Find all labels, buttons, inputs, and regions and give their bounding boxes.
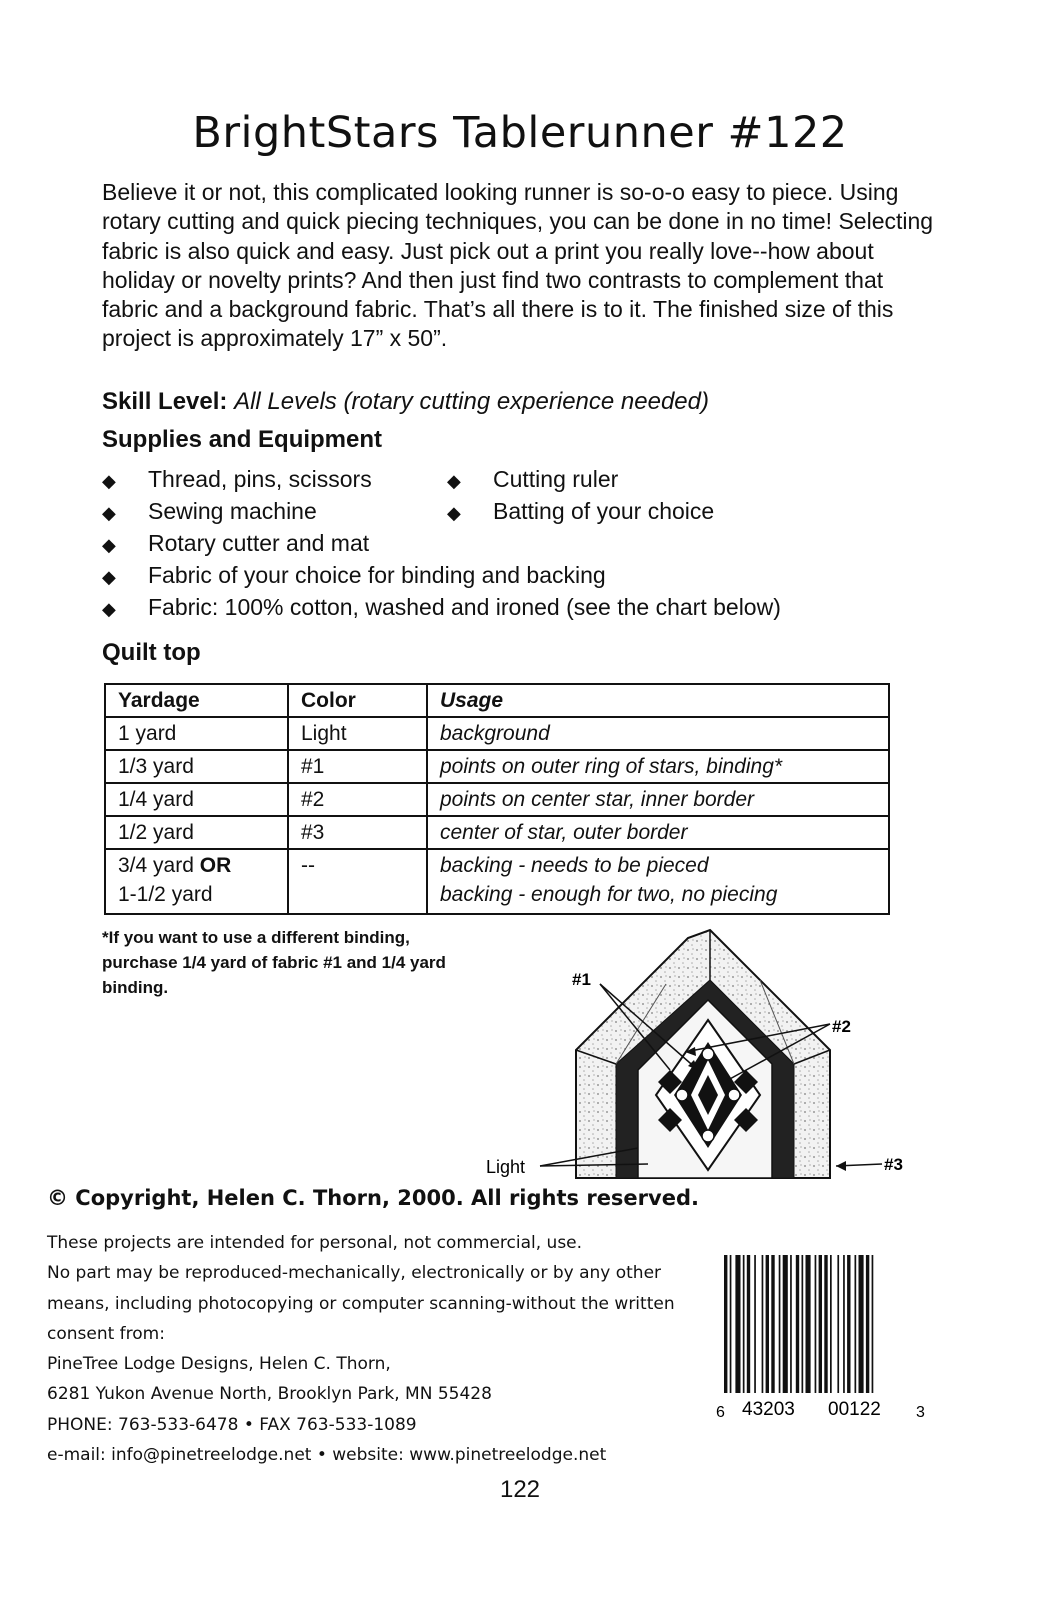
- barcode-bar: [779, 1255, 781, 1395]
- yardage-cell: 1 yard: [105, 717, 288, 750]
- tablerunner-diagram: [470, 920, 920, 1190]
- barcode-digits-1: 43203: [742, 1399, 795, 1420]
- color-cell: #3: [288, 816, 427, 849]
- barcode-bar: [762, 1255, 764, 1395]
- usage-cell: background: [427, 717, 889, 750]
- column-header-color: Color: [288, 684, 427, 717]
- label-1: #1: [572, 970, 591, 989]
- supply-item: ◆ Batting of your choice: [447, 498, 715, 524]
- intro-paragraph: Believe it or not, this complicated looking runner is so-o-o easy to piece. Using rotary cutting and quick piecing techniques, you can be done in no time! Selecting fabric is also quick and easy. Just pick out a print you really love--how about holiday or novelty prints? And then just find two contrasts to complement that fabric and a background fabric. That’s all there is to it. The finished size of this project is approximately 17” x 50”.: [102, 179, 934, 352]
- yardage-cell: 1/4 yard: [105, 783, 288, 816]
- column-header-usage: Usage: [427, 684, 889, 717]
- barcode-bar: [824, 1255, 827, 1395]
- diamond-bullet-icon: ◆: [447, 503, 461, 523]
- label-2: #2: [832, 1017, 851, 1036]
- yardage-cell: 3/4 yard OR 1-1/2 yard: [105, 849, 288, 914]
- skill-level-value: All Levels (rotary cutting experience needed): [234, 388, 709, 415]
- copyright-line: © Copyright, Helen C. Thorn, 2000. All rights reserved.: [47, 1186, 699, 1210]
- notice-line: 6281 Yukon Avenue North, Brooklyn Park, MN 55428: [47, 1384, 492, 1405]
- diamond-bullet-icon: ◆: [102, 567, 116, 587]
- notice-line: These projects are intended for personal, not commercial, use.: [47, 1233, 583, 1253]
- notice-line: PineTree Lodge Designs, Helen C. Thorn,: [47, 1354, 391, 1375]
- supply-item: ◆ Fabric: 100% cotton, washed and ironed (see the chart below): [102, 594, 781, 620]
- skill-level-label: Skill Level:: [102, 388, 228, 415]
- barcode-bar: [837, 1255, 839, 1395]
- diamond-bullet-icon: ◆: [447, 471, 461, 491]
- barcode-bar: [806, 1255, 811, 1395]
- barcode-bar: [830, 1255, 832, 1395]
- supplies-heading: Supplies and Equipment: [102, 426, 383, 453]
- barcode-bar: [843, 1255, 845, 1395]
- barcode-bars: [724, 1255, 873, 1415]
- color-cell: Light: [288, 717, 427, 750]
- barcode-bar: [790, 1255, 792, 1395]
- label-3: #3: [884, 1155, 903, 1174]
- table-header-row: [105, 684, 889, 717]
- barcode-bar: [872, 1255, 874, 1395]
- yardage-cell: 1/3 yard: [105, 750, 288, 783]
- barcode-bar: [724, 1255, 727, 1415]
- diamond-bullet-icon: ◆: [102, 503, 116, 523]
- barcode-bar: [747, 1255, 750, 1395]
- color-cell: #2: [288, 783, 427, 816]
- barcode: [714, 1255, 928, 1425]
- table-row: [105, 717, 889, 750]
- label-light: Light: [486, 1157, 526, 1177]
- binding-note: *If you want to use a different binding, purchase 1/4 yard of fabric #1 and 1/4 yard binding.: [102, 928, 446, 997]
- skill-level: [102, 388, 709, 416]
- barcode-bar: [847, 1255, 850, 1395]
- diamond-bullet-icon: ◆: [102, 599, 116, 619]
- usage-cell: backing - needs to be pieced backing - enough for two, no piecing: [427, 849, 889, 914]
- column-header-yardage: Yardage: [105, 684, 288, 717]
- table-row: [105, 750, 889, 783]
- diamond-bullet-icon: ◆: [102, 471, 116, 491]
- barcode-bar: [766, 1255, 769, 1395]
- table-row: [105, 816, 889, 849]
- barcode-digit-left: 6: [716, 1404, 725, 1421]
- barcode-bar: [815, 1255, 817, 1415]
- supply-item: ◆ Rotary cutter and mat: [102, 530, 370, 556]
- color-cell: --: [288, 849, 427, 914]
- barcode-bar: [754, 1255, 756, 1395]
- supply-item: ◆ Sewing machine: [102, 498, 317, 524]
- supply-item: ◆ Thread, pins, scissors: [102, 466, 372, 492]
- barcode-bar: [855, 1255, 857, 1395]
- barcode-bar: [796, 1255, 799, 1395]
- yardage-table: [104, 683, 890, 915]
- table-row: [105, 849, 889, 914]
- barcode-bar: [743, 1255, 745, 1395]
- notice-line: e-mail: info@pinetreelodge.net • website: www.pinetreelodge.net: [47, 1445, 607, 1466]
- color-cell: #1: [288, 750, 427, 783]
- supply-item: ◆ Fabric of your choice for binding and backing: [102, 562, 606, 588]
- barcode-bar: [802, 1255, 804, 1395]
- notice-line: No part may be reproduced-mechanically, electronically or by any other means, including photocopying or computer scanning-without the written consent from:: [47, 1263, 675, 1344]
- page-title: BrightStars Tablerunner #122: [192, 108, 848, 158]
- barcode-digits-2: 00122: [828, 1399, 881, 1420]
- page-number: 122: [499, 1476, 541, 1503]
- barcode-bar: [771, 1255, 774, 1395]
- barcode-bar: [735, 1255, 740, 1395]
- barcode-bar: [866, 1255, 869, 1395]
- barcode-bar: [819, 1255, 822, 1415]
- yardage-cell: 1/2 yard: [105, 816, 288, 849]
- barcode-digit-right: 3: [916, 1404, 925, 1421]
- supply-item: ◆ Cutting ruler: [447, 466, 619, 492]
- usage-cell: points on center star, inner border: [427, 783, 889, 816]
- usage-cell: points on outer ring of stars, binding*: [427, 750, 889, 783]
- usage-cell: center of star, outer border: [427, 816, 889, 849]
- table-row: [105, 783, 889, 816]
- barcode-bar: [730, 1255, 732, 1415]
- diamond-bullet-icon: ◆: [102, 535, 116, 555]
- barcode-bar: [783, 1255, 788, 1395]
- quilt-top-heading: Quilt top: [102, 639, 201, 666]
- notices-block: [47, 1228, 727, 1470]
- notice-line: PHONE: 763-533-6478 • FAX 763-533-1089: [47, 1414, 417, 1435]
- barcode-bar: [859, 1255, 864, 1395]
